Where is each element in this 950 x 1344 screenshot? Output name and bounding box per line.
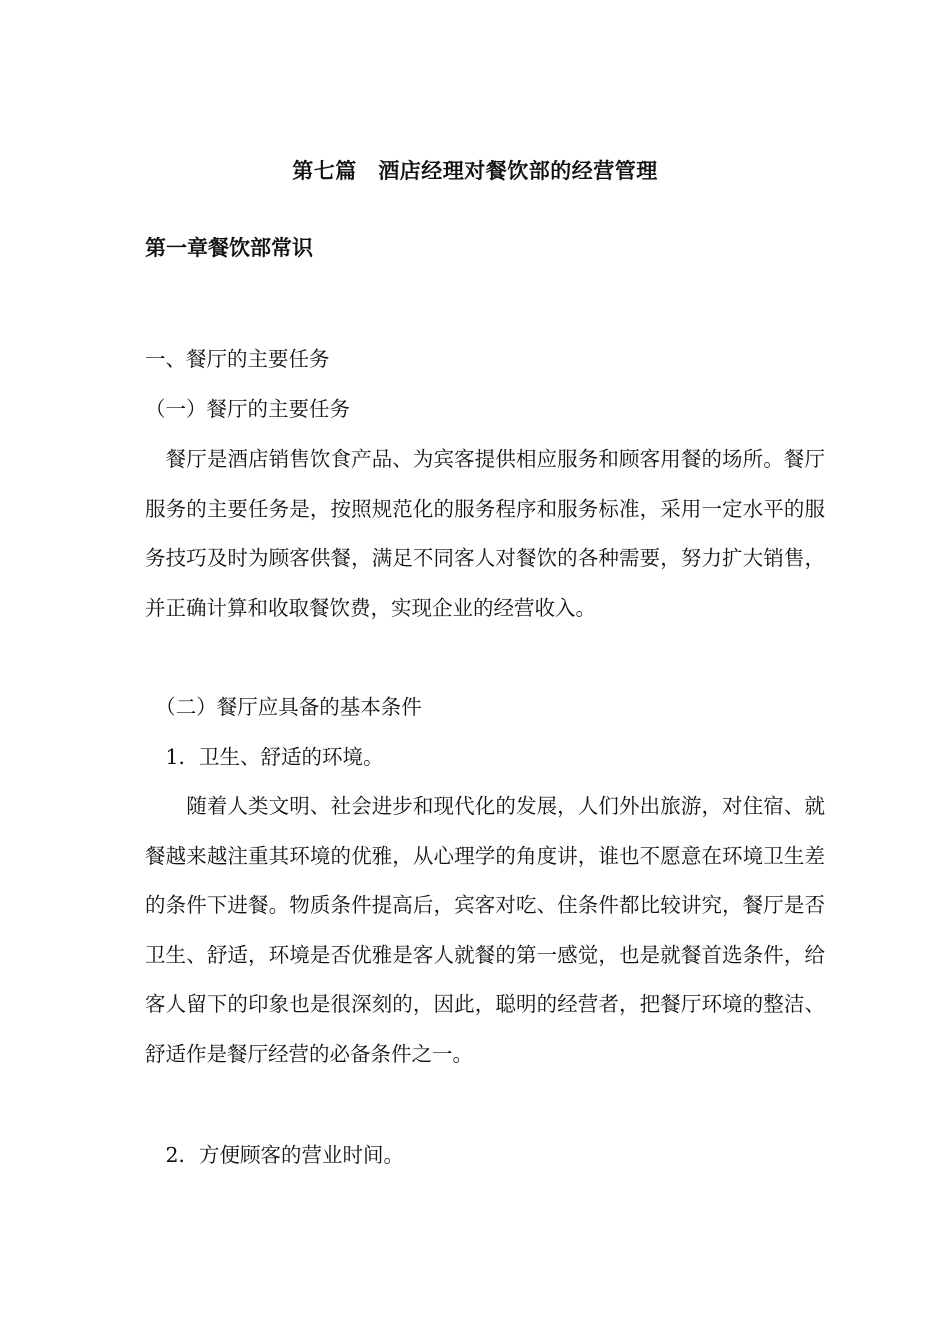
subsection-heading: （一）餐厅的主要任务	[145, 397, 350, 421]
list-item: 1．卫生、舒适的环境。	[145, 745, 384, 769]
body-paragraph: 餐厅是酒店销售饮食产品、为宾客提供相应服务和顾客用餐的场所。餐厅服务的主要任务是，按照规范化的服务程序和服务标准，采用一定水平的服务技巧及时为顾客供餐，满足不同客人对餐饮的各种需要，努力扩大销售，并正确计算和收取餐饮费，实现企业的经营收入。	[145, 447, 825, 620]
section-heading: 一、餐厅的主要任务	[145, 347, 330, 371]
body-paragraph: 随着人类文明、社会进步和现代化的发展，人们外出旅游，对住宿、就餐越来越注重其环境的优雅，从心理学的角度讲，谁也不愿意在环境卫生差的条件下进餐。物质条件提高后，宾客对吃、住条件都比较讲究，餐厅是否卫生、舒适，环境是否优雅是客人就餐的第一感觉，也是就餐首选条件，给客人留下的印象也是很深刻的，因此，聪明的经营者，把餐厅环境的整洁、舒适作是餐厅经营的必备条件之一。	[145, 794, 825, 1066]
subsection-heading: （二）餐厅应具备的基本条件	[145, 695, 422, 719]
document-title: 第七篇 酒店经理对餐饮部的经营管理	[292, 158, 658, 183]
list-item: 2．方便顾客的营业时间。	[145, 1143, 405, 1167]
chapter-heading: 第一章餐饮部常识	[145, 235, 313, 260]
